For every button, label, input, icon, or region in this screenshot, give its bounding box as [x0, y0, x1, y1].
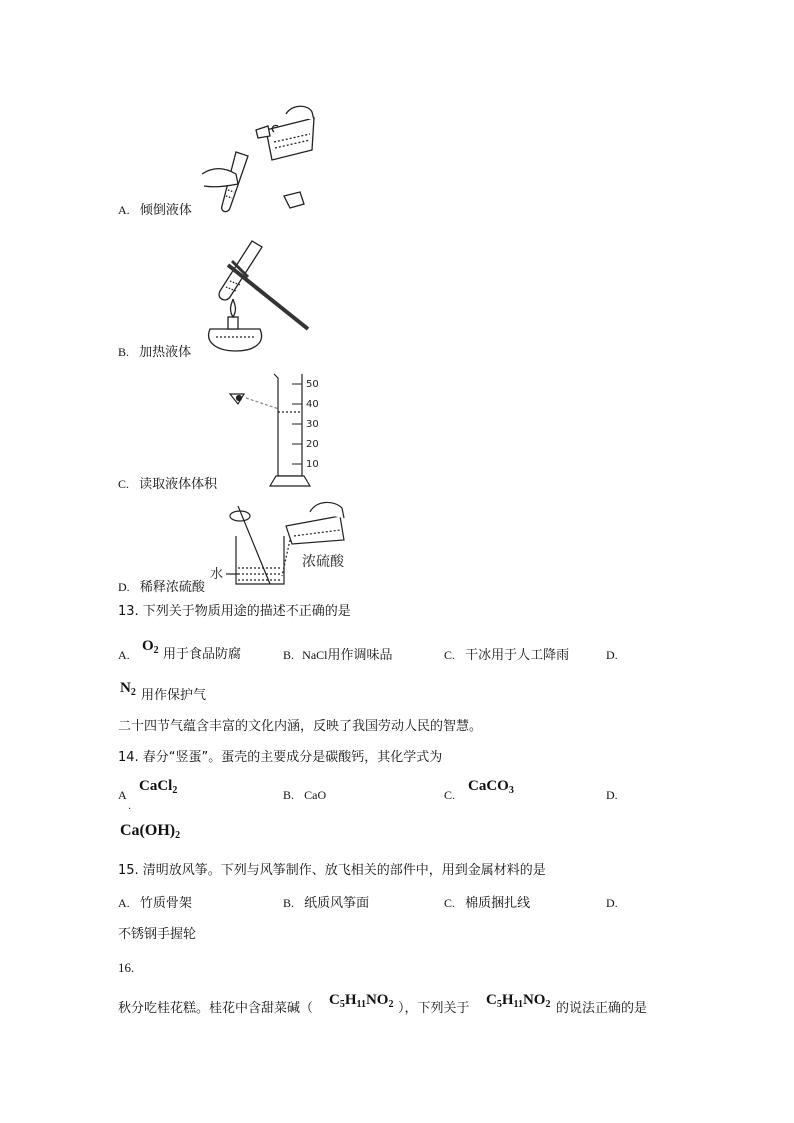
- q16-stem-pre: 秋分吃桂花糕。桂花中含甜菜碱（: [118, 1001, 314, 1016]
- q15-option-a: [118, 894, 192, 913]
- option-text: 竹质骨架: [139, 896, 192, 911]
- formula-main: CaCO: [468, 778, 509, 794]
- option-letter: C.: [118, 477, 130, 491]
- option-letter: B.: [118, 345, 130, 359]
- question-16-number: 16.: [118, 960, 135, 975]
- q15-option-b: [283, 894, 369, 913]
- option-letter: C.: [444, 648, 456, 662]
- formula-main: C: [486, 992, 497, 1008]
- cylinder-tick-label: 40: [306, 399, 319, 410]
- formula-subscript: 11: [356, 999, 366, 1010]
- acid-label: 浓硫酸: [302, 554, 344, 570]
- formula-main: CaCl: [139, 778, 173, 794]
- formula-subscript: 3: [508, 785, 514, 796]
- option-letter: D.: [606, 648, 618, 662]
- formula-main: Ca(OH): [120, 822, 176, 839]
- option-letter: A.: [118, 648, 130, 662]
- formula-main: NO: [365, 992, 389, 1008]
- cylinder-tick-label: 20: [306, 439, 319, 450]
- figure-diluting-acid: [210, 496, 360, 588]
- formula-subscript: 2: [175, 830, 181, 841]
- figure-pouring-liquid: [196, 100, 316, 218]
- figure-c-label: 读取液体体积: [139, 477, 218, 492]
- option-letter: C.: [444, 896, 456, 910]
- q14-formula-caoh2: [120, 822, 180, 841]
- figure-a-label: 倾倒液体: [139, 203, 192, 218]
- question-15-stem: 15. 清明放风筝。下列与风筝制作、放飞相关的部件中，用到金属材料的是: [118, 863, 546, 878]
- q14-option-b: [283, 786, 326, 805]
- cylinder-tick-label: 30: [306, 419, 319, 430]
- option-letter: A.: [118, 896, 130, 910]
- q14-option-d: [606, 786, 618, 805]
- option-letter: A: [118, 788, 127, 802]
- formula-subscript: 5: [496, 999, 502, 1010]
- q14-option-c: [444, 786, 455, 805]
- figure-b-caption: [118, 343, 191, 362]
- option-letter: D.: [606, 788, 618, 802]
- option-letter: B.: [283, 648, 295, 662]
- water-label: 水: [210, 567, 224, 582]
- option-text: 用作调味品: [327, 648, 393, 663]
- q15-option-d-text: 不锈钢手握轮: [118, 927, 197, 942]
- q15-option-c: [444, 894, 530, 913]
- q13-option-c: [444, 646, 569, 665]
- q13-formula-o2: [142, 638, 159, 656]
- formula-main: H: [501, 992, 514, 1008]
- option-text: 棉质捆扎线: [465, 896, 531, 911]
- q16-stem-post: 的说法正确的是: [556, 1001, 648, 1016]
- formula-subscript: 11: [513, 999, 523, 1010]
- formula-subscript: 2: [172, 785, 178, 796]
- figure-graduated-cylinder: [226, 368, 326, 490]
- formula-main: C: [329, 992, 340, 1008]
- formula-main: N: [120, 680, 131, 696]
- q14-formula-caco3: [468, 778, 514, 796]
- option-letter: C.: [444, 788, 456, 802]
- option-text: 纸质风筝面: [304, 896, 370, 911]
- option-letter: B.: [283, 788, 295, 802]
- q13-formula-n2: [120, 680, 136, 698]
- figure-c-caption: [118, 475, 217, 494]
- option-formula: NaCl: [302, 648, 328, 662]
- q16-stem-mid: ），下列关于: [398, 1001, 470, 1016]
- q13-option-a-text: 用于食品防腐: [163, 647, 242, 662]
- option-text: CaO: [304, 788, 327, 802]
- q13-option-a: [118, 646, 130, 665]
- formula-subscript: 5: [339, 999, 345, 1010]
- figure-a-caption: [118, 201, 192, 220]
- option-letter: D.: [118, 580, 130, 594]
- solar-terms-intro: 二十四节气蕴含丰富的文化内涵，反映了我国劳动人民的智慧。: [118, 719, 483, 734]
- cylinder-tick-label: 50: [306, 379, 319, 390]
- formula-main: H: [344, 992, 357, 1008]
- q14-formula-cacl2: [139, 778, 177, 796]
- q14-option-a-dot: .: [128, 801, 132, 812]
- q13-option-d: [606, 646, 618, 665]
- formula-subscript: 2: [153, 645, 159, 656]
- formula-subscript: 2: [388, 999, 394, 1010]
- figure-heating-liquid: [196, 233, 312, 357]
- option-text: 干冰用于人工降雨: [465, 648, 570, 663]
- q16-formula-betaine-1: [329, 992, 393, 1010]
- question-14-stem: 14. 春分“竖蛋”。蛋壳的主要成分是碳酸钙，其化学式为: [118, 750, 443, 765]
- formula-main: O: [142, 638, 154, 654]
- figure-b-label: 加热液体: [139, 345, 192, 360]
- formula-subscript: 2: [130, 687, 136, 698]
- q16-formula-betaine-2: [486, 992, 550, 1010]
- q13-option-b: [283, 646, 393, 665]
- question-13-stem: 13. 下列关于物质用途的描述不正确的是: [118, 604, 351, 619]
- option-letter: D.: [606, 896, 618, 910]
- formula-main: NO: [522, 992, 546, 1008]
- q13-option-d-text: 用作保护气: [141, 688, 207, 703]
- figure-d-label: 稀释浓硫酸: [139, 580, 205, 595]
- option-letter: A.: [118, 203, 130, 217]
- figure-d-caption: [118, 578, 205, 597]
- q15-option-d: [606, 894, 618, 913]
- q14-option-a: [118, 786, 127, 805]
- option-letter: B.: [283, 896, 295, 910]
- cylinder-tick-label: 10: [306, 459, 319, 470]
- formula-subscript: 2: [545, 999, 551, 1010]
